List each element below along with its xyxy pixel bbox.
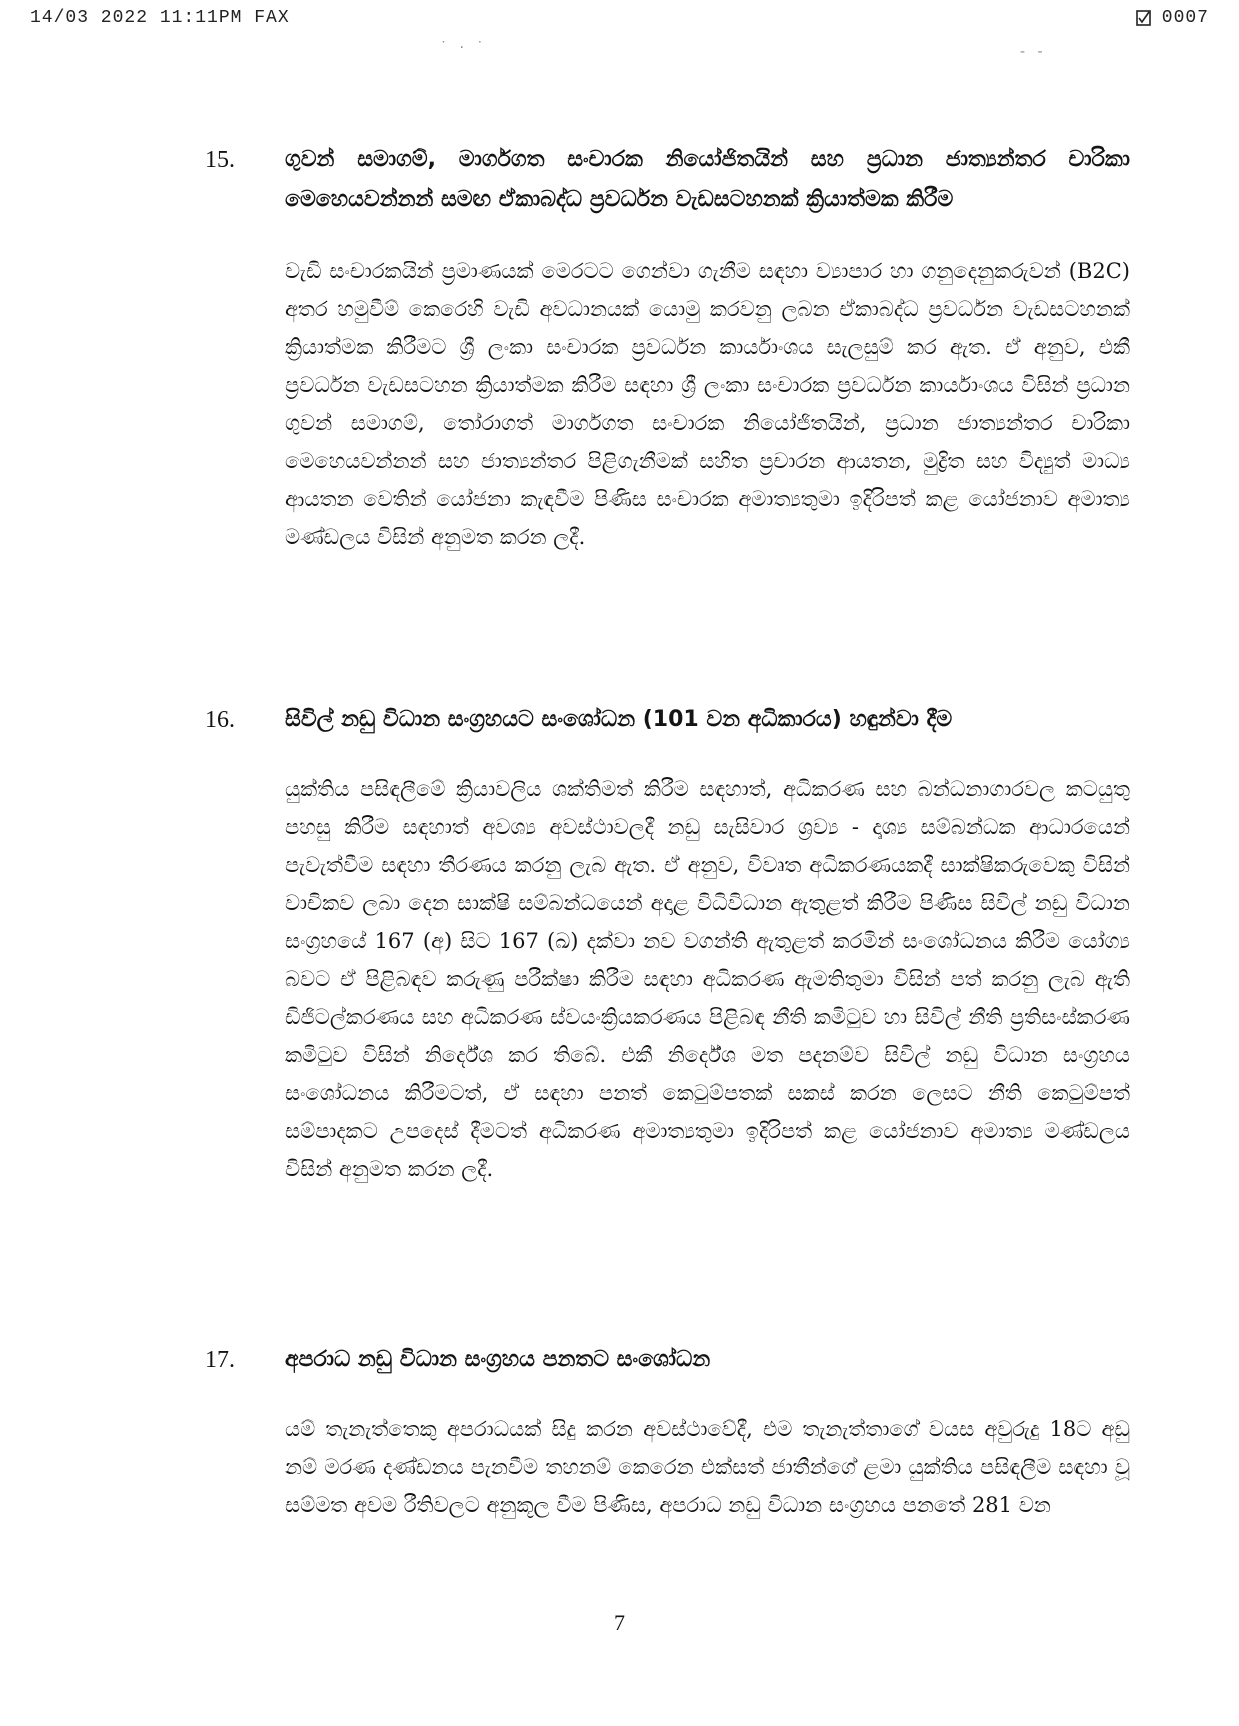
- fax-page-marker: [1136, 8, 1209, 28]
- checkbox-icon: [1136, 9, 1152, 27]
- section-body: යුක්තිය පසිඳලීමේ ක්‍රියාවලිය ශක්තිමත් කිරීම සඳහාත්, අධිකරණ සහ බන්ධනාගාරවල කටයුතු පහසු කිරීම සඳහාත් අවශ්‍ය අවස්ථාවලදී නඩු සැසිවාර ශ්‍රව්‍ය - දෘශ්‍ය සම්බන්ධක ආධාරයෙන් පැවැත්වීම සඳහා තීරණය කරනු ලැබ ඇත. ඒ අනුව, විවෘත අධිකරණයකදී සාක්ෂිකරුවෙකු විසින් වාචිකව ලබා දෙන සාක්ෂි සම්බන්ධයෙන් අදාළ විධිවිධාන ඇතුළත් කිරීම පිණිස සිවිල් නඩු විධාන සංග්‍රහයේ 167 (අ) සිට 167 (ඛ) දක්වා නව වගන්ති ඇතුළත් කරමින් සංශෝධනය කිරීම යෝග්‍ය බවට ඒ පිළිබඳව කරුණු පරීක්ෂා කිරීම සඳහා අධිකරණ ඇමතිතුමා විසින් පත් කරනු ලැබ ඇති ඩිජිටල්කරණය සහ අධිකරණ ස්වයංක්‍රියකරණය පිළිබඳ නීති කමිටුව හා සිවිල් නීති ප්‍රතිසංස්කරණ කමිටුව විසින් නිර්දේශ කර තිබේ. එකී නිර්දේශ මත පදනම්ව සිවිල් නඩු විධාන සංග්‍රහය සංශෝධනය කිරීමටත්, ඒ සඳහා පනත් කෙටුම්පතක් සකස් කරන ලෙසට නීති කෙටුම්පත් සම්පාදකට උපදෙස් දීමටත් අධිකරණ අමාත්‍යතුමා ඉදිරිපත් කළ යෝජනාව අමාත්‍ය මණ්ඩලය විසින් අනුමත කරන ලදී.: [285, 777, 1130, 1181]
- section-heading: [205, 140, 1130, 220]
- section-17: [205, 1340, 1130, 1545]
- section-body: යම් තැනැත්තෙකු අපරාධයක් සිදු කරන අවස්ථාවේදී, එම තැනැත්තාගේ වයස අවුරුදු 18ට අඩු නම් මරණ දණ්ඩනය පැනවීම තහනම් කෙරෙන එක්සත් ජාතීන්ගේ ළමා යුක්තිය පසිඳලීම සඳහා වූ සම්මත අවම රීතිවලට අනුකූල වීම පිණිස, අපරාධ නඩු විධාන සංග්‍රහය පනතේ 281 වන: [285, 1417, 1130, 1517]
- scan-noise: ˙ · ˙: [440, 40, 488, 56]
- section-number: 15.: [205, 147, 235, 173]
- fax-timestamp: 14/03 2022 11:11PM FAX: [30, 8, 290, 28]
- section-heading: [205, 700, 1130, 740]
- section-number: 17.: [205, 1347, 235, 1373]
- section-body: වැඩි සංචාරකයින් ප්‍රමාණයක් මෙරටට ගෙන්වා ගැනීම සඳහා ව්‍යාපාර හා ගනුදෙනුකරුවන් (B2C) අතර හමුවීම් කෙරෙහි වැඩි අවධානයක් යොමු කරවනු ලබන ඒකාබද්ධ ප්‍රවර්ධන වැඩසටහනක් ක්‍රියාත්මක කිරීමට ශ්‍රී ලංකා සංචාරක ප්‍රවර්ධන කාර්යාංශය සැලසුම් කර ඇත. ඒ අනුව, එකී ප්‍රවර්ධන වැඩසටහන ක්‍රියාත්මක කිරීම සඳහා ශ්‍රී ලංකා සංචාරක ප්‍රවර්ධන කාර්යාංශය විසින් ප්‍රධාන ගුවන් සමාගම්, තෝරාගත් මාර්ගගත සංචාරක නියෝජිතයින්, ප්‍රධාන ජාත්‍යන්තර චාරිකා මෙහෙයවන්නන් සහ ජාත්‍යන්තර පිළිගැනීමක් සහිත ප්‍රචාරන ආයතන, මුද්‍රිත සහ විද්‍යුත් මාධ්‍ය ආයතන වෙතින් යෝජනා කැඳවීම පිණිස සංචාරක අමාත්‍යතුමා ඉදිරිපත් කළ යෝජනාව අමාත්‍ය මණ්ඩලය විසින් අනුමත කරන ලදී.: [285, 259, 1130, 549]
- section-title: සිවිල් නඩු විධාන සංග්‍රහයට සංශෝධන (101 වන අධිකාරය) හඳුන්වා දීම: [285, 707, 953, 732]
- fax-page-code: 0007: [1161, 8, 1209, 28]
- section-heading: [205, 1340, 1130, 1380]
- section-title: ගුවන් සමාගම්, මාර්ගගත සංචාරක නියෝජිතයින් සහ ප්‍රධාන ජාත්‍යන්තර චාරිකා මෙහෙයවන්නන් සමඟ ඒකාබද්ධ ප්‍රවර්ධන වැඩසටහනක් ක්‍රියාත්මක කිරීම: [285, 147, 1130, 212]
- fax-header: [30, 8, 1209, 42]
- section-number: 16.: [205, 707, 235, 733]
- section-16: [205, 700, 1130, 1209]
- page-number: 7: [614, 1610, 625, 1635]
- scan-noise: - -: [1020, 44, 1047, 60]
- section-15: [205, 140, 1130, 577]
- section-title: අපරාධ නඩු විධාන සංග්‍රහය පනතට සංශෝධන: [285, 1347, 711, 1372]
